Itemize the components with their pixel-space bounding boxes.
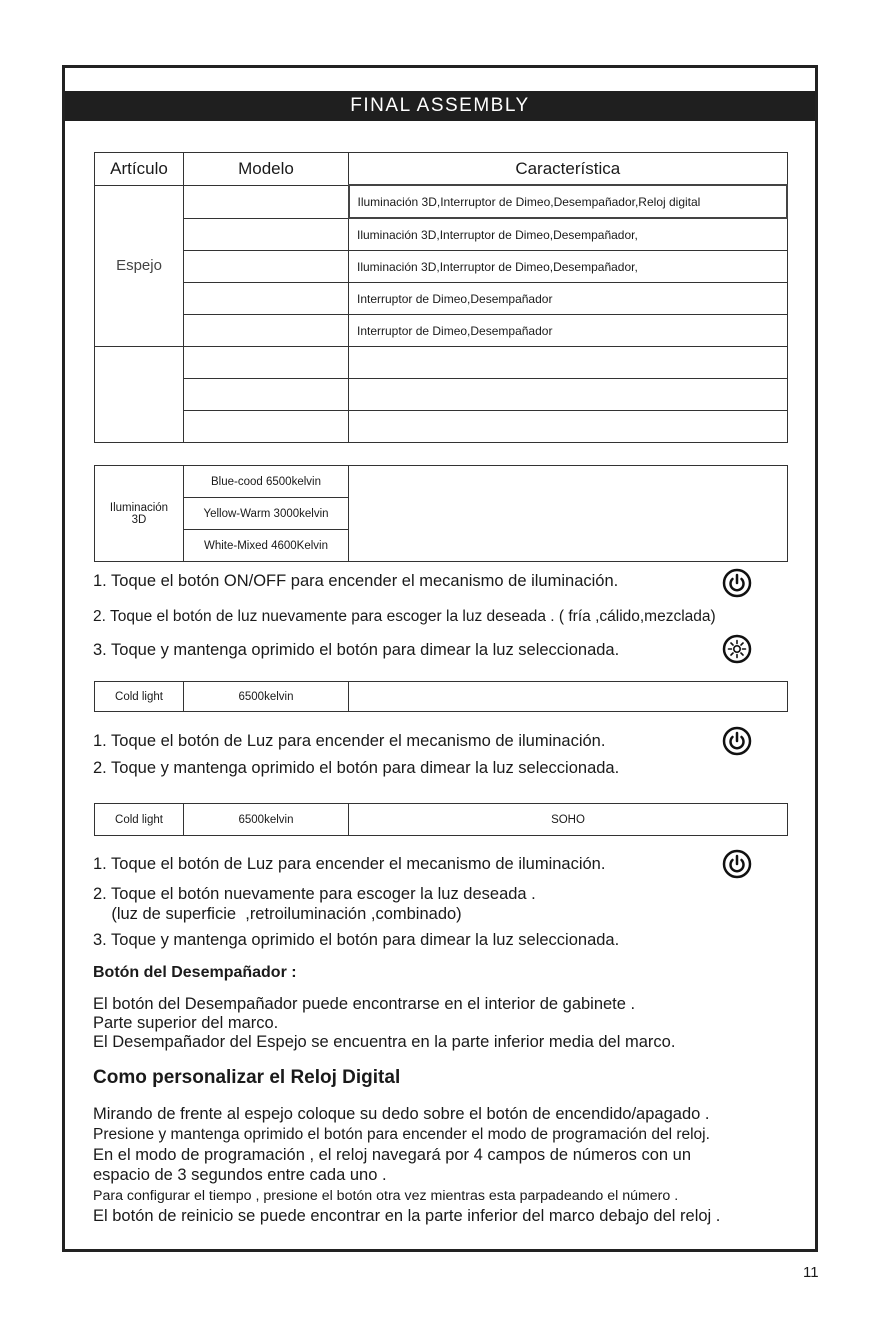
light-model: SOHO bbox=[349, 804, 788, 836]
instruction-line: 1. Toque el botón ON/OFF para encender el mecanismo de iluminación. bbox=[93, 572, 619, 590]
clock-line: El botón de reinicio se puede encontrar en la parte inferior del marco debajo del reloj . bbox=[93, 1207, 721, 1225]
feature-cell bbox=[349, 379, 788, 411]
feature-cell: Iluminación 3D,Interruptor de Dimeo,Desempañador,Reloj digital bbox=[349, 185, 788, 218]
clock-title: Como personalizar el Reloj Digital bbox=[93, 1067, 401, 1088]
instruction-line: 1. Toque el botón de Luz para encender el mecanismo de iluminación. bbox=[93, 732, 606, 750]
section-banner: FINAL ASSEMBLY bbox=[65, 91, 815, 121]
instruction-line: 2. Toque el botón nuevamente para escoger la luz deseada . bbox=[93, 885, 536, 903]
item-espejo: Espejo bbox=[95, 185, 184, 347]
light-option: Yellow-Warm 3000kelvin bbox=[184, 498, 349, 530]
model-cell bbox=[184, 315, 349, 347]
lighting-3d-label: Iluminación 3D bbox=[95, 466, 184, 562]
light-option: White-Mixed 4600Kelvin bbox=[184, 530, 349, 562]
defogger-line: El botón del Desempañador puede encontrarse en el interior de gabinete . bbox=[93, 995, 636, 1013]
light-option: Blue-cood 6500kelvin bbox=[184, 466, 349, 498]
instruction-line: 3. Toque y mantenga oprimido el botón para dimear la luz seleccionada. bbox=[93, 641, 620, 659]
light-type: Cold light bbox=[95, 682, 184, 712]
header-articulo: Artículo bbox=[95, 153, 184, 186]
instruction-line: (luz de superficie ,retroiluminación ,combinado) bbox=[93, 905, 462, 923]
feature-cell: Iluminación 3D,Interruptor de Dimeo,Desempañador, bbox=[349, 251, 788, 283]
power-icon bbox=[722, 849, 752, 879]
clock-line: Presione y mantenga oprimido el botón para encender el modo de programación del reloj. bbox=[93, 1126, 710, 1143]
lighting-model-cell bbox=[349, 466, 788, 562]
light-model bbox=[349, 682, 788, 712]
clock-line: En el modo de programación , el reloj navegará por 4 campos de números con un bbox=[93, 1146, 692, 1164]
header-modelo: Modelo bbox=[184, 153, 349, 186]
defogger-line: Parte superior del marco. bbox=[93, 1014, 279, 1032]
power-icon bbox=[722, 568, 752, 598]
power-icon bbox=[722, 726, 752, 756]
model-cell bbox=[184, 411, 349, 443]
cold-light-table-1 bbox=[94, 681, 788, 712]
clock-line: Para configurar el tiempo , presione el botón otra vez mientras esta parpadeando el número . bbox=[93, 1188, 679, 1204]
light-kelvin: 6500kelvin bbox=[184, 804, 349, 836]
feature-cell bbox=[349, 347, 788, 379]
model-cell bbox=[184, 347, 349, 379]
instruction-line: 1. Toque el botón de Luz para encender el mecanismo de iluminación. bbox=[93, 855, 606, 873]
defogger-line: El Desempañador del Espejo se encuentra en la parte inferior media del marco. bbox=[93, 1033, 676, 1051]
clock-line: Mirando de frente al espejo coloque su dedo sobre el botón de encendido/apagado . bbox=[93, 1105, 710, 1123]
light-type: Cold light bbox=[95, 804, 184, 836]
model-cell bbox=[184, 218, 349, 251]
instruction-line: 2. Toque y mantenga oprimido el botón para dimear la luz seleccionada. bbox=[93, 759, 620, 777]
model-cell bbox=[184, 379, 349, 411]
feature-cell: Interruptor de Dimeo,Desempañador bbox=[349, 315, 788, 347]
defogger-title: Botón del Desempañador : bbox=[93, 964, 297, 981]
page-number: 11 bbox=[803, 1264, 819, 1281]
cold-light-table-2 bbox=[94, 803, 788, 836]
clock-line: espacio de 3 segundos entre cada uno . bbox=[93, 1166, 387, 1184]
model-cell bbox=[184, 185, 349, 218]
model-cell bbox=[184, 283, 349, 315]
header-caracteristica: Característica bbox=[349, 153, 788, 186]
lighting-3d-table bbox=[94, 465, 788, 562]
dimmer-sun-icon bbox=[722, 634, 752, 664]
feature-cell: Iluminación 3D,Interruptor de Dimeo,Desempañador, bbox=[349, 218, 788, 251]
models-table bbox=[94, 152, 788, 443]
feature-cell bbox=[349, 411, 788, 443]
item-cell-empty bbox=[95, 347, 184, 443]
model-cell bbox=[184, 251, 349, 283]
feature-cell: Interruptor de Dimeo,Desempañador bbox=[349, 283, 788, 315]
light-kelvin: 6500kelvin bbox=[184, 682, 349, 712]
instruction-line: 2. Toque el botón de luz nuevamente para escoger la luz deseada . ( fría ,cálido,mezclada) bbox=[93, 608, 716, 625]
instruction-line: 3. Toque y mantenga oprimido el botón para dimear la luz seleccionada. bbox=[93, 931, 620, 949]
